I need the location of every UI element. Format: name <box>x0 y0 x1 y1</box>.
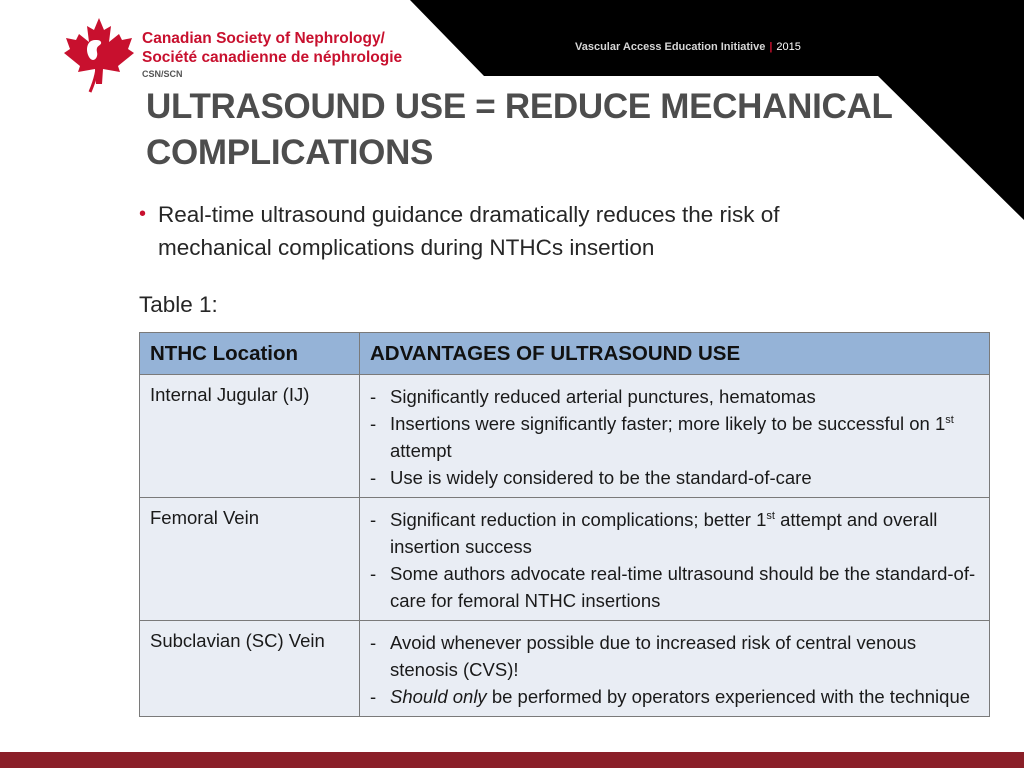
ultrasound-advantages-table <box>139 332 990 717</box>
location-cell: Femoral Vein <box>140 498 360 621</box>
initiative-name: Vascular Access Education Initiative <box>575 41 766 53</box>
advantages-cell <box>360 498 990 621</box>
csn-logo <box>62 16 402 80</box>
advantage-item: - Should only be performed by operators experienced with the technique <box>370 683 979 710</box>
org-name-fr: Société canadienne de néphrologie <box>142 49 403 66</box>
org-abbreviation: CSN/SCN <box>142 69 183 79</box>
advantage-item: - Avoid whenever possible due to increased risk of central venous stenosis (CVS)! <box>370 629 979 683</box>
table-label: Table 1: <box>139 292 218 317</box>
header-location: NTHC Location <box>140 333 360 375</box>
bullet-dot: • <box>139 203 147 225</box>
advantage-item: - Use is widely considered to be the standard-of-care <box>370 464 979 491</box>
maple-leaf-kidney-icon <box>62 16 136 96</box>
table-header-row <box>140 333 990 375</box>
table-row <box>140 375 990 498</box>
location-cell: Internal Jugular (IJ) <box>140 375 360 498</box>
bullet-text: Real-time ultrasound guidance dramatically reduces the risk of mechanical complications during NTHCs insertion <box>158 202 780 260</box>
table-row <box>140 621 990 717</box>
org-name-en: Canadian Society of Nephrology/ <box>142 30 385 47</box>
initiative-label <box>575 41 801 53</box>
bullet-point <box>139 198 899 264</box>
header-advantages: ADVANTAGES OF ULTRASOUND USE <box>360 333 990 375</box>
initiative-year: 2015 <box>776 41 801 53</box>
advantage-item: - Significantly reduced arterial punctures, hematomas <box>370 383 979 410</box>
advantage-item: - Significant reduction in complications; better 1st attempt and overall insertion success <box>370 506 979 560</box>
table-row <box>140 498 990 621</box>
advantage-item: - Some authors advocate real-time ultrasound should be the standard-of-care for femoral NTHC insertions <box>370 560 979 614</box>
advantages-cell <box>360 621 990 717</box>
slide-title: ULTRASOUND USE = REDUCE MECHANICAL COMPLICATIONS <box>146 87 892 172</box>
location-cell: Subclavian (SC) Vein <box>140 621 360 717</box>
footer-bar <box>0 752 1024 768</box>
advantage-item: - Insertions were significantly faster; more likely to be successful on 1st attempt <box>370 410 979 464</box>
initiative-separator: | <box>769 41 773 53</box>
advantages-cell <box>360 375 990 498</box>
